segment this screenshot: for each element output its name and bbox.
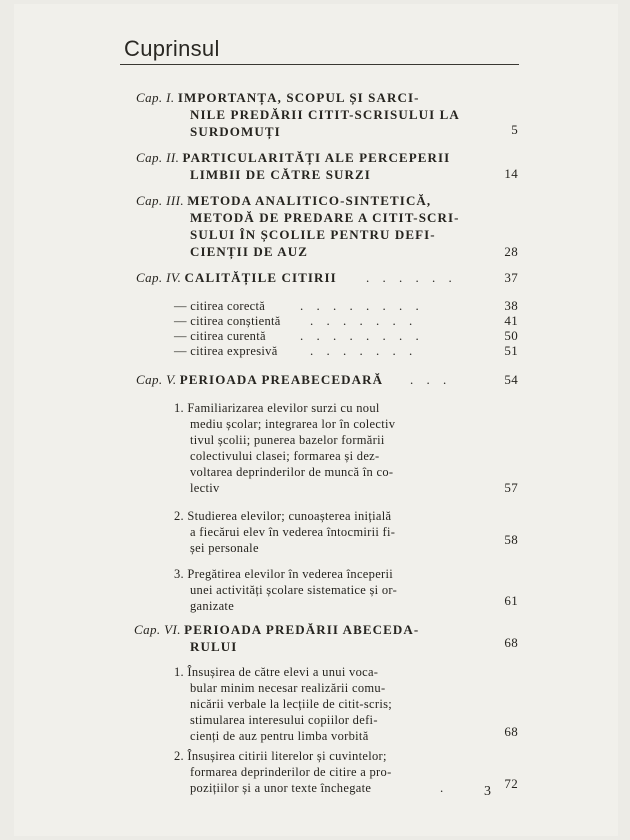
chapter-4-title-line-1: CALITĂȚILE CITIRII: [184, 270, 337, 285]
subsection-page: 57: [504, 480, 518, 495]
subsection-line: lectiv: [190, 481, 220, 495]
chapter-5-title-line-1: PERIOADA PREABECEDARĂ: [179, 372, 384, 387]
chapter-3: [136, 193, 496, 210]
subsection-line: colectivului clasei; formarea și dez-: [190, 449, 380, 463]
subsection-line: unei activități școlare sistematice și or-: [190, 583, 398, 597]
chapter-1-title-line-3: SURDOMUȚI: [190, 124, 281, 139]
subitem-page: 41: [504, 313, 518, 328]
chapter-1-title-line-1: IMPORTANȚA, SCOPUL ȘI SARCI-: [177, 90, 420, 105]
subitem-page: 38: [504, 298, 518, 313]
chapter-1-label: Cap. I.: [136, 90, 175, 105]
subitem-page: 51: [504, 343, 518, 358]
toc-subitem: — citirea corectă: [174, 299, 266, 313]
page-title: Cuprinsul: [124, 36, 220, 61]
subsection-line: mediu școlar; integrarea lor în colectiv: [190, 417, 396, 431]
chapter-3-label: Cap. III.: [136, 193, 185, 208]
chapter-1: [136, 90, 496, 107]
chapter-5-page: 54: [504, 372, 518, 387]
leader-dots: .: [440, 780, 449, 795]
chapter-2-label: Cap. II.: [136, 150, 180, 165]
subsection-line: 3. Pregătirea elevilor în vederea începerii: [174, 567, 394, 581]
title-underline: [120, 64, 519, 65]
chapter-4-label: Cap. IV.: [136, 270, 182, 285]
subsection-line: cienți de auz pentru limba vorbită: [190, 729, 369, 743]
chapter-3-title-line-4: CIENȚII DE AUZ: [190, 244, 308, 259]
chapter-1-title-line-2: NILE PREDĂRII CITIT-SCRISULUI LA: [190, 107, 460, 122]
chapter-4-page: 37: [504, 270, 518, 285]
subsection-line: ganizate: [190, 599, 235, 613]
subsection-page: 58: [504, 532, 518, 547]
chapter-3-title-line-2: METODĂ DE PREDARE A CITIT-SCRI-: [190, 210, 460, 225]
subsection-line: 1. Familiarizarea elevilor surzi cu noul: [174, 401, 380, 415]
chapter-6: [134, 622, 494, 639]
subsection-line: 1. Însușirea de către elevi a unui voca-: [174, 665, 379, 679]
leader-dots: . . . . . . .: [310, 313, 418, 328]
subsection-line: bular minim necesar realizării comu-: [190, 681, 386, 695]
chapter-2-title-line-1: PARTICULARITĂȚI ALE PERCEPERII: [182, 150, 451, 165]
chapter-6-page: 68: [504, 635, 518, 650]
toc-subitem: — citirea conștientă: [174, 314, 281, 328]
page-number: 3: [484, 784, 491, 799]
subsection-line: a fiecărui elev în vederea întocmirii fi-: [190, 525, 396, 539]
chapter-2-title-line-2: LIMBII DE CĂTRE SURZI: [190, 167, 371, 182]
subsection-page: 72: [504, 776, 518, 791]
chapter-3-title-line-1: METODA ANALITICO-SINTETICĂ,: [187, 193, 432, 208]
leader-dots: . . . . . . .: [310, 343, 418, 358]
toc-subitem: — citirea expresivă: [174, 344, 278, 358]
subsection-line: 2. Studierea elevilor; cunoașterea inițială: [174, 509, 392, 523]
chapter-6-label: Cap. VI.: [134, 622, 181, 637]
chapter-6-title-line-2: RULUI: [190, 639, 238, 654]
subitem-page: 50: [504, 328, 518, 343]
chapter-6-title-line-1: PERIOADA PREDĂRII ABECEDA-: [184, 622, 420, 637]
leader-dots: . . . . . .: [366, 270, 457, 285]
subsection-line: tivul școlii; punerea bazelor formării: [190, 433, 385, 447]
subsection-line: stimularea interesului copiilor defi-: [190, 713, 378, 727]
chapter-2: [136, 150, 496, 167]
chapter-2-page: 14: [504, 166, 518, 181]
chapter-1-page: 5: [511, 122, 518, 137]
chapter-3-title-line-3: SULUI ÎN ȘCOLILE PENTRU DEFI-: [190, 227, 436, 242]
leader-dots: . . . . . . . .: [300, 328, 424, 343]
toc-subitem: — citirea curentă: [174, 329, 266, 343]
subsection-line: voltarea deprinderilor de muncă în co-: [190, 465, 394, 479]
subsection-line: formarea deprinderilor de citire a pro-: [190, 765, 392, 779]
subsection-line: 2. Însușirea citirii literelor și cuvintelor;: [174, 749, 387, 763]
leader-dots: . . .: [410, 372, 452, 387]
chapter-5-label: Cap. V.: [136, 372, 177, 387]
chapter-3-page: 28: [504, 244, 518, 259]
subsection-page: 68: [504, 724, 518, 739]
subsection-page: 61: [504, 593, 518, 608]
subsection-line: pozițiilor și a unor texte închegate: [190, 781, 372, 795]
subsection-line: șei personale: [190, 541, 259, 555]
subsection-line: nicării verbale la lecțiile de citit-scris;: [190, 697, 393, 711]
leader-dots: . . . . . . . .: [300, 298, 424, 313]
